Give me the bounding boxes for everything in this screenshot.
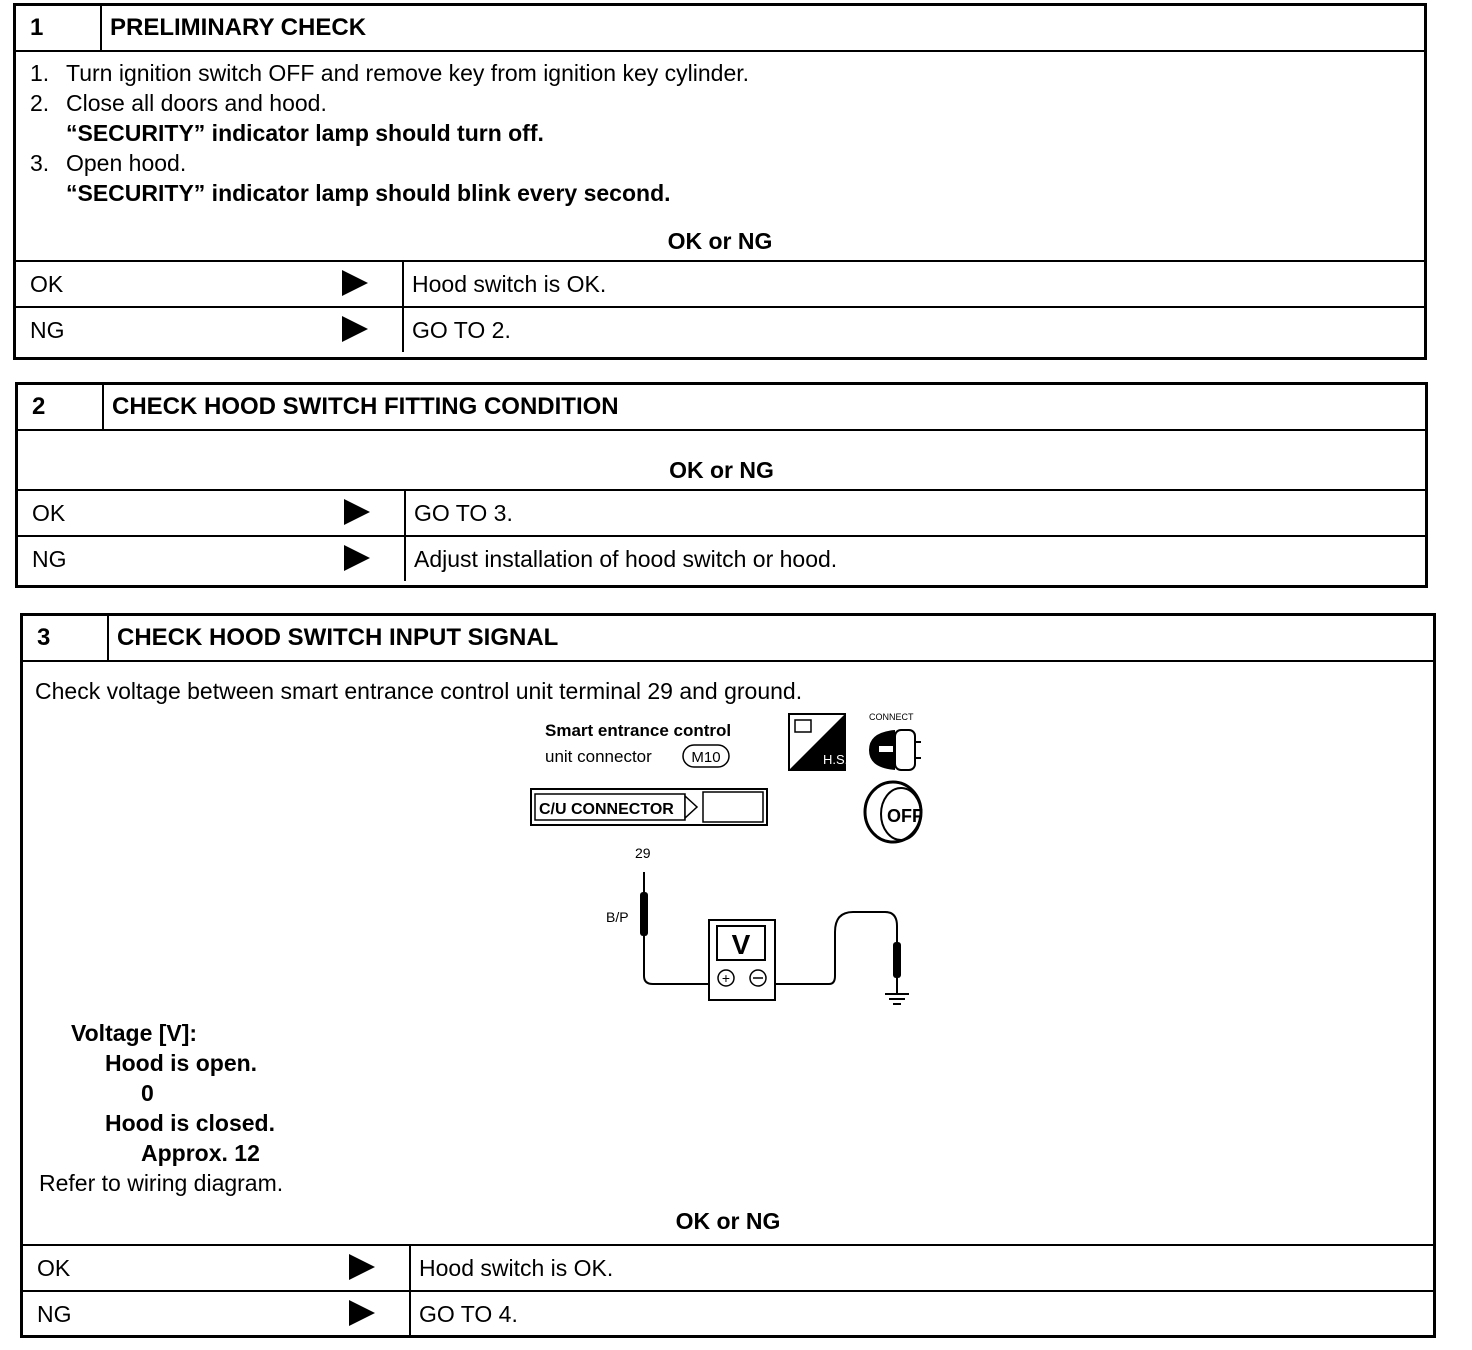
section-2-title: CHECK HOOD SWITCH FITTING CONDITION <box>112 393 619 420</box>
section-1 <box>13 3 1427 360</box>
section-3-header <box>23 616 1433 662</box>
ok-label: OK <box>37 1254 71 1281</box>
arrow-icon <box>349 1300 375 1326</box>
ng-row <box>16 306 1424 352</box>
terminal-number: 29 <box>635 845 651 861</box>
value-closed: Approx. 12 <box>141 1140 260 1166</box>
connector-caption-line2: unit connector <box>545 747 652 766</box>
ok-result: Hood switch is OK. <box>419 1254 614 1281</box>
section-1-header <box>16 6 1424 52</box>
condition-open: Hood is open. <box>105 1050 258 1076</box>
ng-label: NG <box>30 316 65 343</box>
section-1-body <box>16 52 1424 260</box>
disconnect-connector-icon <box>869 730 921 770</box>
step-1: 1. Turn ignition switch OFF and remove key from ignition key cylinder. <box>30 60 750 86</box>
section-2-number: 2 <box>18 385 104 429</box>
ok-row <box>18 489 1425 535</box>
section-2-header <box>18 385 1425 431</box>
ok-row <box>16 260 1424 306</box>
ok-label: OK <box>32 499 66 526</box>
ground-probe-icon <box>775 912 909 1004</box>
section-1-number: 1 <box>16 6 102 50</box>
svg-text:C/U CONNECTOR: C/U CONNECTOR <box>539 801 674 818</box>
svg-text:V: V <box>731 929 751 960</box>
ok-or-ng-label: OK or NG <box>667 228 773 254</box>
connector-caption-line1: Smart entrance control <box>545 721 732 740</box>
condition-closed: Hood is closed. <box>105 1110 275 1136</box>
instruction-text: Check voltage between smart entrance control unit terminal 29 and ground. <box>35 678 803 704</box>
ng-row <box>18 535 1425 581</box>
section-2 <box>15 382 1428 588</box>
voltmeter-icon <box>709 920 775 1000</box>
arrow-icon <box>342 316 368 342</box>
ignition-off-icon <box>865 782 923 842</box>
section-3-number: 3 <box>23 616 109 660</box>
step-2: 2. Close all doors and hood. <box>30 90 327 116</box>
ng-result: GO TO 4. <box>419 1300 518 1327</box>
svg-text:OFF: OFF <box>887 806 923 826</box>
step-3-note: “SECURITY” indicator lamp should blink every second. <box>66 180 671 206</box>
voltage-spec <box>37 1018 283 1198</box>
voltage-check-diagram <box>23 712 1433 1052</box>
voltage-title: Voltage [V]: <box>71 1020 198 1046</box>
ok-or-ng-label: OK or NG <box>669 457 774 483</box>
section-1-title: PRELIMINARY CHECK <box>110 14 367 41</box>
connect-label: CONNECT <box>869 712 914 722</box>
positive-probe-icon <box>640 872 713 984</box>
ng-label: NG <box>37 1300 72 1327</box>
section-3 <box>20 613 1436 1338</box>
ng-result: Adjust installation of hood switch or hood. <box>414 545 838 572</box>
arrow-icon <box>342 270 368 296</box>
svg-text:H.S.: H.S. <box>823 752 849 767</box>
arrow-icon <box>344 545 370 571</box>
refer-text: Refer to wiring diagram. <box>39 1170 284 1196</box>
section-3-title: CHECK HOOD SWITCH INPUT SIGNAL <box>117 624 559 651</box>
wire-color-label: B/P <box>606 909 629 925</box>
ng-result: GO TO 2. <box>412 316 511 343</box>
value-open: 0 <box>141 1080 154 1106</box>
svg-text:+: + <box>721 970 731 986</box>
cu-connector-icon <box>531 789 767 825</box>
section-2-body <box>18 431 1425 489</box>
arrow-icon <box>344 499 370 525</box>
ok-or-ng-label: OK or NG <box>675 1208 781 1234</box>
connector-id: M10 <box>691 749 721 766</box>
harness-side-icon <box>789 714 848 770</box>
ok-result: Hood switch is OK. <box>412 270 607 297</box>
ok-result: GO TO 3. <box>414 499 513 526</box>
section-3-body <box>23 662 1433 1244</box>
ng-label: NG <box>32 545 67 572</box>
ok-label: OK <box>30 270 64 297</box>
step-3: 3. Open hood. <box>30 150 187 176</box>
ok-row <box>23 1244 1433 1290</box>
step-2-note: “SECURITY” indicator lamp should turn off. <box>66 120 544 146</box>
ng-row <box>23 1290 1433 1336</box>
arrow-icon <box>349 1254 375 1280</box>
